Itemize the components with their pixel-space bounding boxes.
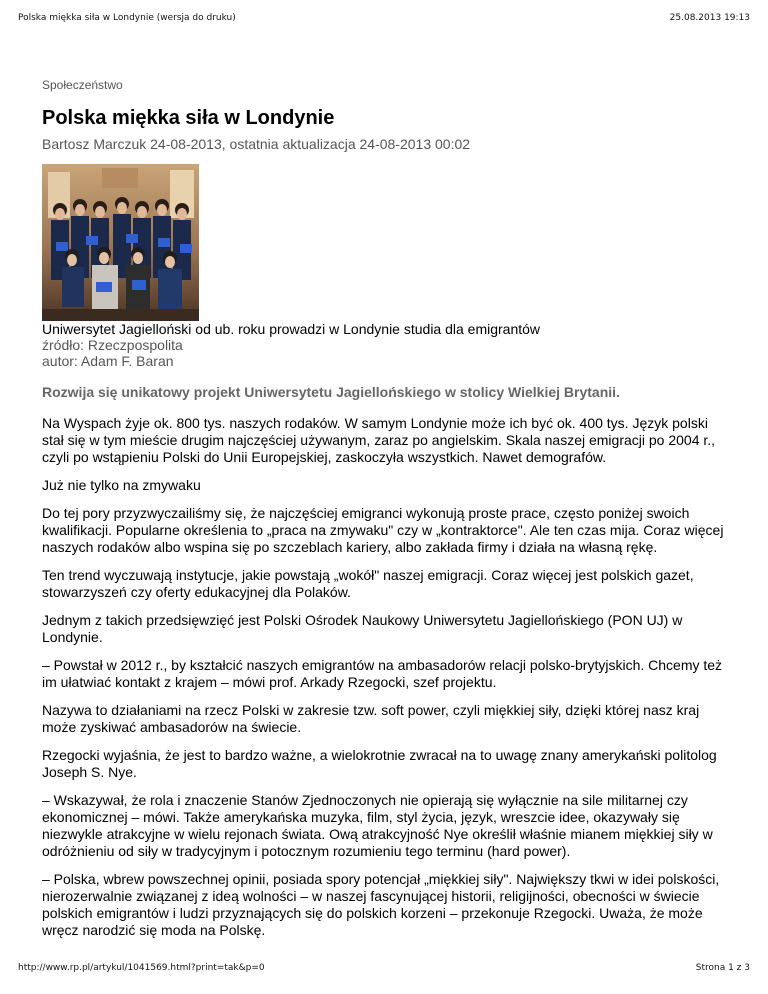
- paragraph: – Wskazywał, że rola i znaczenie Stanów Zjednoczonych nie opierają się wyłącznie na sile militarnej czy ekonomicznej – mówi. Także amerykańska muzyka, film, styl życia, język, wreszcie idee, okazywały się niezwykle atrakcyjne w wielu rejonach świata. Ową atrakcyjność Nye określił właśnie mianem miękkiej siły w odróżnieniu od siły w tradycyjnym i potocznym rozumieniu tego terminu (hard power).: [42, 792, 713, 859]
- print-header: [18, 13, 750, 23]
- paragraph: Na Wyspach żyje ok. 800 tys. naszych rodaków. W samym Londynie może ich być ok. 400 tys. Język polski stał się w tym mieście drugim najczęściej używanym, zaraz po angielskim. Skala naszej emigracji po 2004 r., czyli po wstąpieniu Polski do Unii Europejskiej, zaskoczyła wszystkich. Nawet demografów.: [42, 415, 716, 465]
- paragraph: Nazywa to działaniami na rzecz Polski w zakresie tzw. soft power, czyli miękkiej siły, dzięki której nasz kraj może zyskiwać ambasadorów na świecie.: [42, 702, 700, 735]
- photo-author: autor: Adam F. Baran: [42, 353, 174, 369]
- byline: Bartosz Marczuk 24-08-2013, ostatnia aktualizacja 24-08-2013 00:02: [42, 136, 471, 152]
- article: [42, 78, 730, 950]
- print-title: Polska miękka siła w Londynie (wersja do druku): [18, 13, 236, 23]
- print-url[interactable]: http://www.rp.pl/artykul/1041569.html?print=tak&p=0: [18, 963, 265, 973]
- paragraph: Do tej pory przyzwyczailiśmy się, że najczęściej emigranci wykonują proste prace, często poniżej swoich kwalifikacji. Popularne określenia to „praca na zmywaku" czy w „kontraktorce". Ale ten czas mija. Coraz więcej naszych rodaków albo wspina się po szczeblach kariery, albo zakłada firmy i działa na własną rękę.: [42, 505, 724, 555]
- section-label[interactable]: Społeczeństwo: [42, 78, 123, 92]
- paragraph: Jednym z takich przedsięwzięć jest Polski Ośrodek Naukowy Uniwersytetu Jagiellońskiego (PON UJ) w Londynie.: [42, 612, 683, 645]
- paragraph: Rzegocki wyjaśnia, że jest to bardzo ważne, a wielokrotnie zwracał na to uwagę znany amerykański politolog Joseph S. Nye.: [42, 747, 717, 780]
- article-title: Polska miękka siła w Londynie: [42, 107, 335, 129]
- photo-caption: Uniwersytet Jagielloński od ub. roku prowadzi w Londynie studia dla emigrantów: [42, 321, 541, 337]
- paragraph: – Powstał w 2012 r., by kształcić naszych emigrantów na ambasadorów relacji polsko-brytyjskich. Chcemy też im ułatwiać kontakt z krajem – mówi prof. Arkady Rzegocki, szef projektu.: [42, 657, 723, 690]
- photo-source: źródło: Rzeczpospolita: [42, 337, 183, 353]
- subheading: Już nie tylko na zmywaku: [42, 477, 201, 493]
- print-footer: [18, 963, 750, 973]
- print-datetime: 25.08.2013 19:13: [669, 13, 750, 23]
- paragraph: – Polska, wbrew powszechnej opinii, posiada spory potencjał „miękkiej siły". Największy tkwi w idei polskości, nierozerwalnie związanej z ideą wolności – w naszej fascynującej historii, religijności, obecności w świecie polskich emigrantów i ludzi przyznających się do polskich korzeni – przekonuje Rzegocki. Uważa, że może wręcz narodzić się moda na Polskę.: [42, 871, 720, 938]
- article-lead: Rozwija się unikatowy projekt Uniwersytetu Jagiellońskiego w stolicy Wielkiej Brytanii.: [42, 384, 620, 400]
- article-photo: [42, 164, 199, 321]
- page-number: Strona 1 z 3: [695, 963, 750, 973]
- paragraph: Ten trend wyczuwają instytucje, jakie powstają „wokół" naszej emigracji. Coraz więcej jest polskich gazet, stowarzyszeń czy oferty edukacyjnej dla Polaków.: [42, 567, 694, 600]
